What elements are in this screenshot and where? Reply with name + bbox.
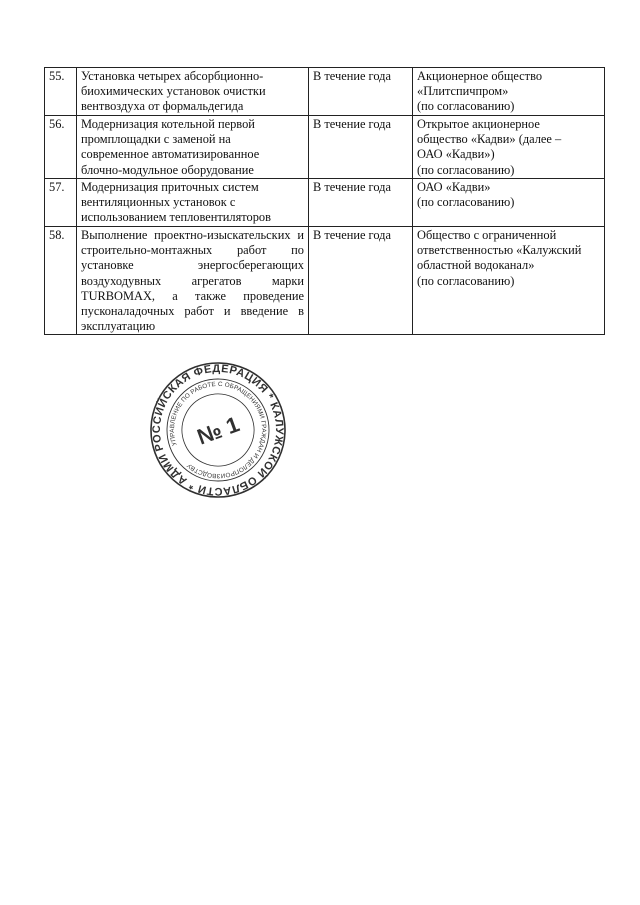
executor: ОАО «Кадви» (по согласованию) [413, 179, 605, 227]
row-number: 55. [45, 68, 77, 116]
seal-inner-text: УПРАВЛЕНИЕ ПО РАБОТЕ С ОБРАЩЕНИЯМИ ГРАЖДАН И ДЕЛОПРОИЗВОДСТВУ [168, 380, 268, 480]
term: В течение года [309, 116, 413, 179]
official-seal [148, 360, 288, 500]
row-number: 58. [45, 227, 77, 335]
measures-table [44, 67, 605, 335]
seal-outer-text: РОССИЙСКАЯ ФЕДЕРАЦИЯ * КАЛУЖСКОЙ ОБЛАСТИ * АДМИНИСТРАЦИЯ [150, 362, 286, 498]
measure-name: Модернизация приточных систем вентиляционных установок с использованием тепловентиляторов [77, 179, 309, 227]
term: В течение года [309, 179, 413, 227]
measure-name: Выполнение проектно-изыскательских и строительно-монтажных работ по установке энергосберегающих воздуходувных агрегатов марки TURBOMAX, а также проведение пусконаладочных работ и введение в эксплуатацию [77, 227, 309, 335]
executor: Открытое акционерное общество «Кадви» (далее – ОАО «Кадви») (по согласованию) [413, 116, 605, 179]
executor: Общество с ограниченной ответственностью «Калужский областной водоканал» (по согласованию) [413, 227, 605, 335]
table-row [45, 116, 605, 179]
table-row [45, 179, 605, 227]
term: В течение года [309, 68, 413, 116]
executor: Акционерное общество «Плитспичпром» (по согласованию) [413, 68, 605, 116]
measure-name: Модернизация котельной первой промплощадки с заменой на современное автоматизированное блочно-модульное оборудование [77, 116, 309, 179]
term: В течение года [309, 227, 413, 335]
table-row [45, 68, 605, 116]
row-number: 57. [45, 179, 77, 227]
row-number: 56. [45, 116, 77, 179]
measure-name: Установка четырех абсорбционно- биохимических установок очистки вентвоздуха от формальдегида [77, 68, 309, 116]
table-row [45, 227, 605, 335]
seal-number: № 1 [193, 411, 243, 450]
